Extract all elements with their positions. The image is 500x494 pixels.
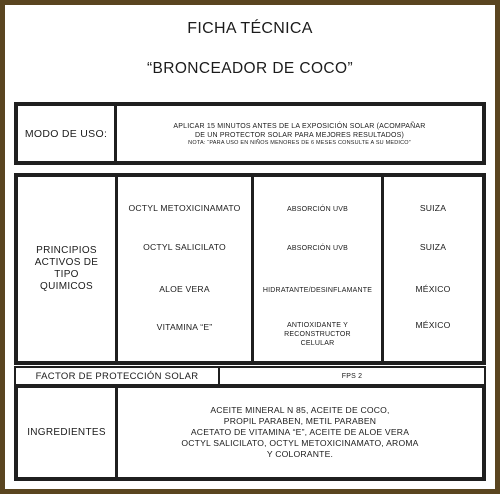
principios-box (14, 173, 486, 365)
ingredientes-text (118, 388, 482, 477)
ingredient-function: HIDRATANTE/DESINFLAMANTE (262, 287, 373, 294)
modo-de-uso-label: MODO DE USO: (24, 127, 108, 140)
ingredient-name: OCTYL SALICILATO (143, 242, 226, 252)
fps-box (14, 366, 486, 386)
modo-de-uso-text (117, 106, 482, 161)
ingredient-function: ABSORCIÓN UVB (287, 245, 348, 252)
ingredient-name: OCTYL METOXICINAMATO (128, 203, 241, 213)
origin-column (384, 177, 482, 361)
function-column (254, 177, 381, 361)
product-name: “BRONCEADOR DE COCO” (146, 60, 354, 77)
page-title: FICHA TÉCNICA (187, 20, 313, 37)
ingredient-origin: SUIZA (419, 242, 447, 252)
ingredientes-line: OCTYL SALICILATO, OCTYL METOXICINAMATO, AROMA (181, 438, 419, 448)
ingredientes-box (14, 384, 486, 481)
fps-value: FPS 2 (341, 372, 363, 380)
function-line: CELULAR (300, 340, 335, 347)
function-line: ANTIOXIDANTE Y RECONSTRUCTOR (284, 322, 351, 338)
ingredientes-line: Y COLORANTE. (266, 449, 334, 459)
principios-label (18, 177, 115, 361)
ingredient-function: ABSORCIÓN UVB (287, 206, 348, 213)
ingredient-origin: MÉXICO (415, 284, 451, 294)
ingredient-origin: SUIZA (419, 203, 447, 213)
ingredient-name: ALOE VERA (159, 284, 210, 294)
modo-line-2: DE UN PROTECTOR SOLAR PARA MEJORES RESULTADOS) (195, 131, 404, 139)
modo-de-uso-box (14, 102, 486, 165)
principios-label-line: PRINCIPIOS (36, 245, 97, 256)
modo-line-1: APLICAR 15 MINUTOS ANTES DE LA EXPOSICIÓN SOLAR (ACOMPAÑAR (173, 122, 426, 130)
ingredientes-line: ACEITE MINERAL N 85, ACEITE DE COCO, (210, 405, 390, 415)
modo-note: NOTA: “PARA USO EN NIÑOS MENORES DE 6 MESES CONSULTE A SU MEDICO” (188, 139, 411, 146)
principios-label-line: QUIMICOS (40, 281, 93, 292)
principios-label-line: TIPO (54, 269, 79, 280)
ingredientes-label: INGREDIENTES (27, 426, 106, 438)
ingredientes-line: PROPIL PARABEN, METIL PARABEN (223, 416, 377, 426)
fps-label: FACTOR DE PROTECCIÓN SOLAR (35, 370, 199, 382)
ingredient-name: VITAMINA “E” (156, 322, 213, 332)
principios-label-line: ACTIVOS DE (34, 257, 99, 268)
ingredient-column (118, 177, 251, 361)
ingredient-function (254, 321, 381, 348)
ingredientes-line: ACETATO DE VITAMINA “E”, ACEITE DE ALOE VERA (190, 427, 410, 437)
ingredient-origin: MÉXICO (415, 320, 451, 330)
